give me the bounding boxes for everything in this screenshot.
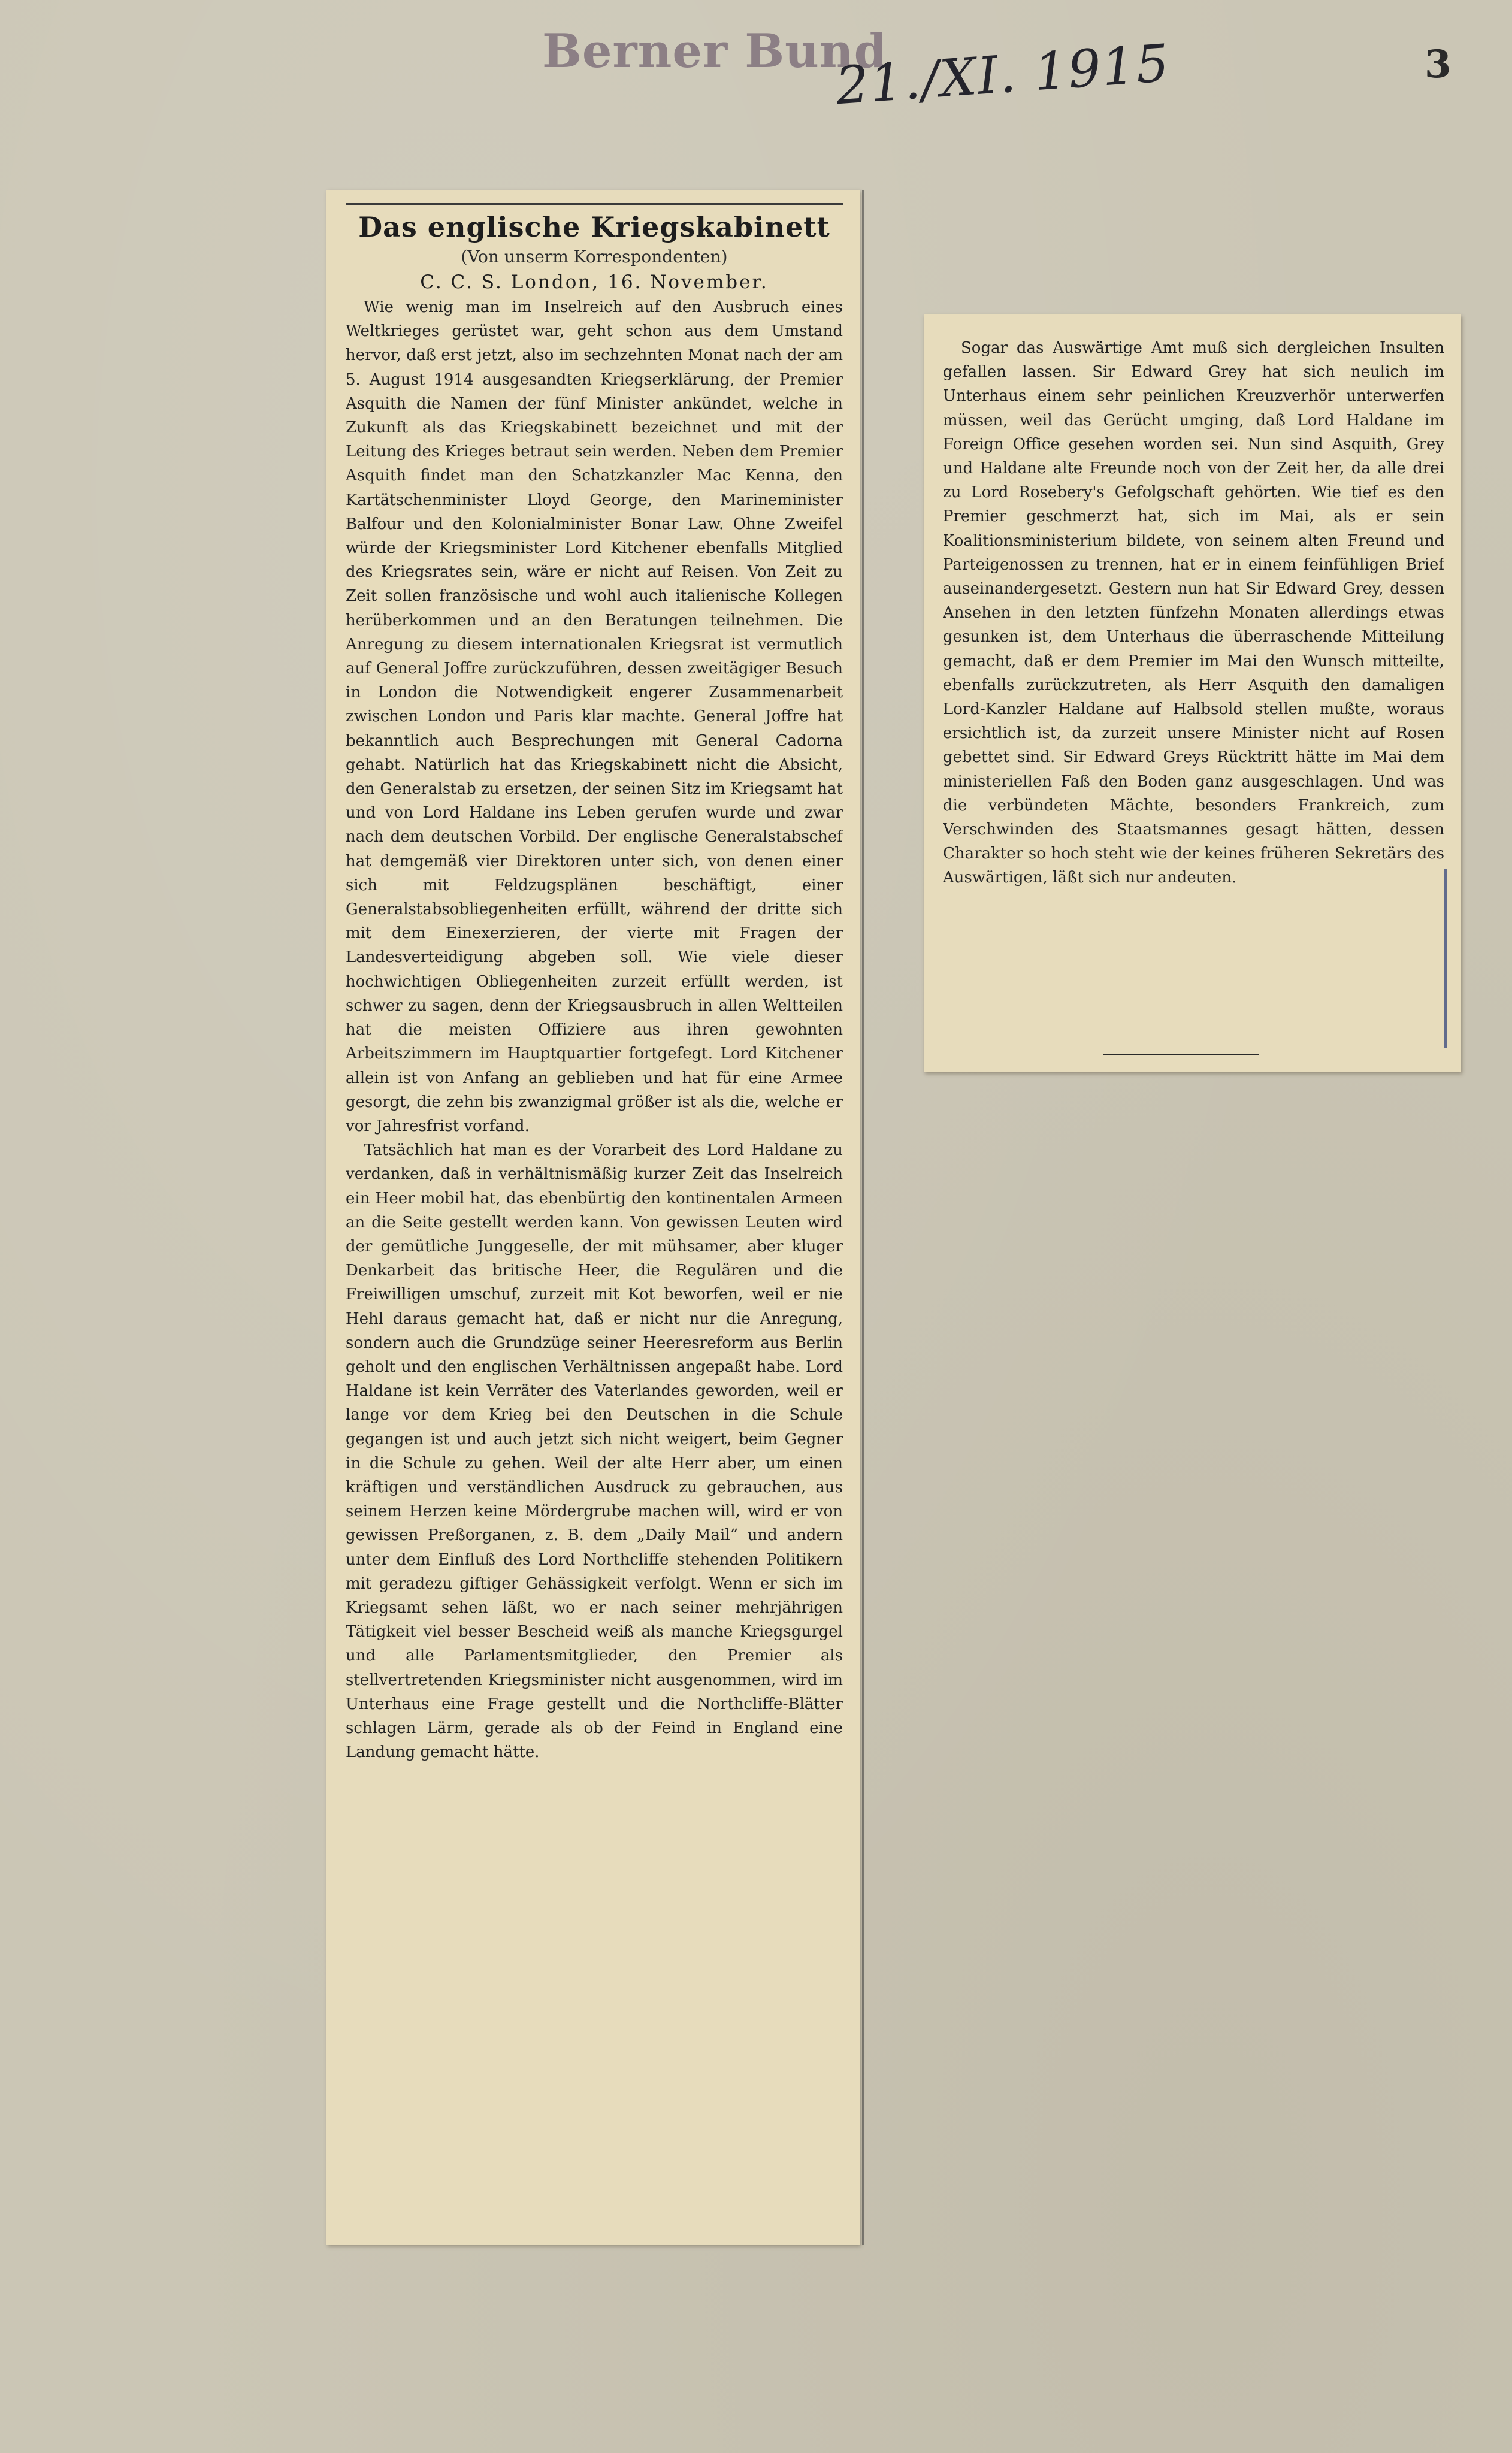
- article-paragraph: Wie wenig man im Inselreich auf den Ausbruch eines Weltkrieges gerüstet war, geht schon aus dem Umstand hervor, daß erst jetzt, also im sechzehnten Monat nach der am 5. August 1914 ausgesandten Kriegserklärung, der Premier Asquith die Namen der fünf Minister ankündet, welche in Zukunft als das Kriegskabinett bezeichnet und mit der Leitung des Krieges betraut sein werden. Neben dem Premier Asquith findet man den Schatzkanzler Mac Kenna, den Kartätschenminister Lloyd George, den Marineminister Balfour und den Kolonialminister Bonar Law. Ohne Zweifel würde der Kriegsminister Lord Kitchener ebenfalls Mitglied des Kriegsrates sein, wäre er nicht auf Reisen. Von Zeit zu Zeit sollen französische und wohl auch italienische Kollegen herüberkommen und an den Beratungen teilnehmen. Die Anregung zu diesem internationalen Kriegsrat ist vermutlich auf General Joffre zurückzuführen, dessen zweitägiger Besuch in London die Notwendigkeit engerer Zusammenarbeit zwischen London und Paris klar machte. General Joffre hat bekanntlich auch Besprechungen mit General Cadorna gehabt. Natürlich hat das Kriegskabinett nicht die Absicht, den Generalstab zu ersetzen, der seinen Sitz im Kriegsamt hat und von Lord Haldane ins Leben gerufen wurde und zwar nach dem deutschen Vorbild. Der englische Generalstabschef hat demgemäß vier Direktoren unter sich, von denen einer sich mit Feldzugsplänen beschäftigt, einer Generalstabsobliegenheiten erfüllt, während der dritte sich mit dem Einexerzieren, der vierte mit Fragen der Landesverteidigung abgeben soll. Wie viele dieser hochwichtigen Obliegenheiten zurzeit erfüllt werden, ist schwer zu sagen, denn der Kriegsausbruch in allen Weltteilen hat die meisten Offiziere aus ihren gewohnten Arbeitszimmern im Hauptquartier fortgefegt. Lord Kitchener allein ist von Anfang an geblieben und hat für eine Armee gesorgt, die zehn bis zwanzigmal größer ist als die, welche er vor Jahresfrist vorfand.: [346, 298, 843, 1135]
- column-rule: [862, 190, 864, 2245]
- article-paragraph: Tatsächlich hat man es der Vorarbeit des Lord Haldane zu verdanken, daß in verhältnismäßig kurzer Zeit das Inselreich ein Heer mobil hat, das ebenbürtig den kontinentalen Armeen an die Seite gestellt werden kann. Von gewissen Leuten wird der gemütliche Junggeselle, der mit mühsamer, aber kluger Denkarbeit das britische Heer, die Regulären und die Freiwilligen umschuf, zurzeit mit Kot beworfen, weil er nie Hehl daraus gemacht hat, daß er nicht nur die Anregung, sondern auch die Grundzüge seiner Heeresreform aus Berlin geholt und den englischen Verhältnissen angepaßt habe. Lord Haldane ist kein Verräter des Vaterlandes geworden, weil er lange vor dem Krieg bei den Deutschen in die Schule gegangen ist und auch jetzt sich nicht weigert, beim Gegner in die Schule zu gehen. Weil der alte Herr aber, um einen kräftigen und verständlichen Ausdruck zu gebrauchen, aus seinem Herzen keine Mördergrube machen will, wird er von gewissen Preßorganen, z. B. dem „Daily Mail“ und andern unter dem Einfluß des Lord Northcliffe stehenden Politikern mit geradezu giftiger Gehässigkeit verfolgt. Wenn er sich im Kriegsamt sehen läßt, wo er nach seiner mehrjährigen Tätigkeit viel besser Bescheid weiß als manche Kriegsgurgel und alle Parlamentsmitglieder, den Premier als stellvertretenden Kriegsminister nicht ausgenommen, wird im Unterhaus eine Frage gestellt und die Northcliffe-Blätter schlagen Lärm, gerade als ob der Feind in England eine Landung gemacht hätte.: [346, 1141, 843, 1762]
- handwritten-date: 21./XI. 1915: [834, 33, 1172, 117]
- article-title: Das englische Kriegskabinett: [358, 211, 830, 243]
- end-rule: [1103, 1054, 1259, 1055]
- article-column-1: [346, 203, 843, 2233]
- article-column-2: [943, 328, 1444, 1060]
- blue-pencil-mark: [1444, 869, 1447, 1048]
- newspaper-masthead-stamp: Berner Bund: [542, 24, 888, 78]
- article-dateline: C. C. S. London, 16. November.: [420, 271, 769, 293]
- article-byline: (Von unserm Korrespondenten): [461, 247, 728, 267]
- newspaper-clipping-right: [924, 314, 1461, 1072]
- newspaper-clipping-left: [326, 190, 860, 2245]
- article-paragraph: Sogar das Auswärtige Amt muß sich dergleichen Insulten gefallen lassen. Sir Edward Grey hat sich neulich im Unterhaus einem sehr peinlichen Kreuzverhör unterwerfen müssen, weil das Gerücht umging, daß Lord Haldane im Foreign Office gesehen worden sei. Nun sind Asquith, Grey und Haldane alte Freunde noch von der Zeit her, da alle drei zu Lord Rosebery's Gefolgschaft gehörten. Wie tief es den Premier geschmerzt hat, sich im Mai, als er sein Koalitionsministerium bildete, von seinem alten Freund und Parteigenossen zu trennen, hat er in einem feinfühligen Brief auseinandergesetzt. Gestern nun hat Sir Edward Grey, dessen Ansehen in den letzten fünfzehn Monaten allerdings etwas gesunken ist, dem Unterhaus die überraschende Mitteilung gemacht, daß er dem Premier im Mai den Wunsch mitteilte, ebenfalls zurückzutreten, als Herr Asquith den damaligen Lord-Kanzler Haldane auf Halbsold stellen mußte, woraus ersichtlich ist, da zurzeit unsere Minister nicht auf Rosen gebettet sind. Sir Edward Greys Rücktritt hätte im Mai dem ministeriellen Faß den Boden ganz ausgeschlagen. Und was die verbündeten Mächte, besonders Frankreich, zum Verschwinden des Staatsmannes gesagt hätten, dessen Charakter so hoch steht wie der keines früheren Sekretärs des Auswärtigen, läßt sich nur andeuten.: [943, 339, 1444, 887]
- top-rule: [346, 203, 843, 205]
- page-number: 3: [1425, 42, 1451, 87]
